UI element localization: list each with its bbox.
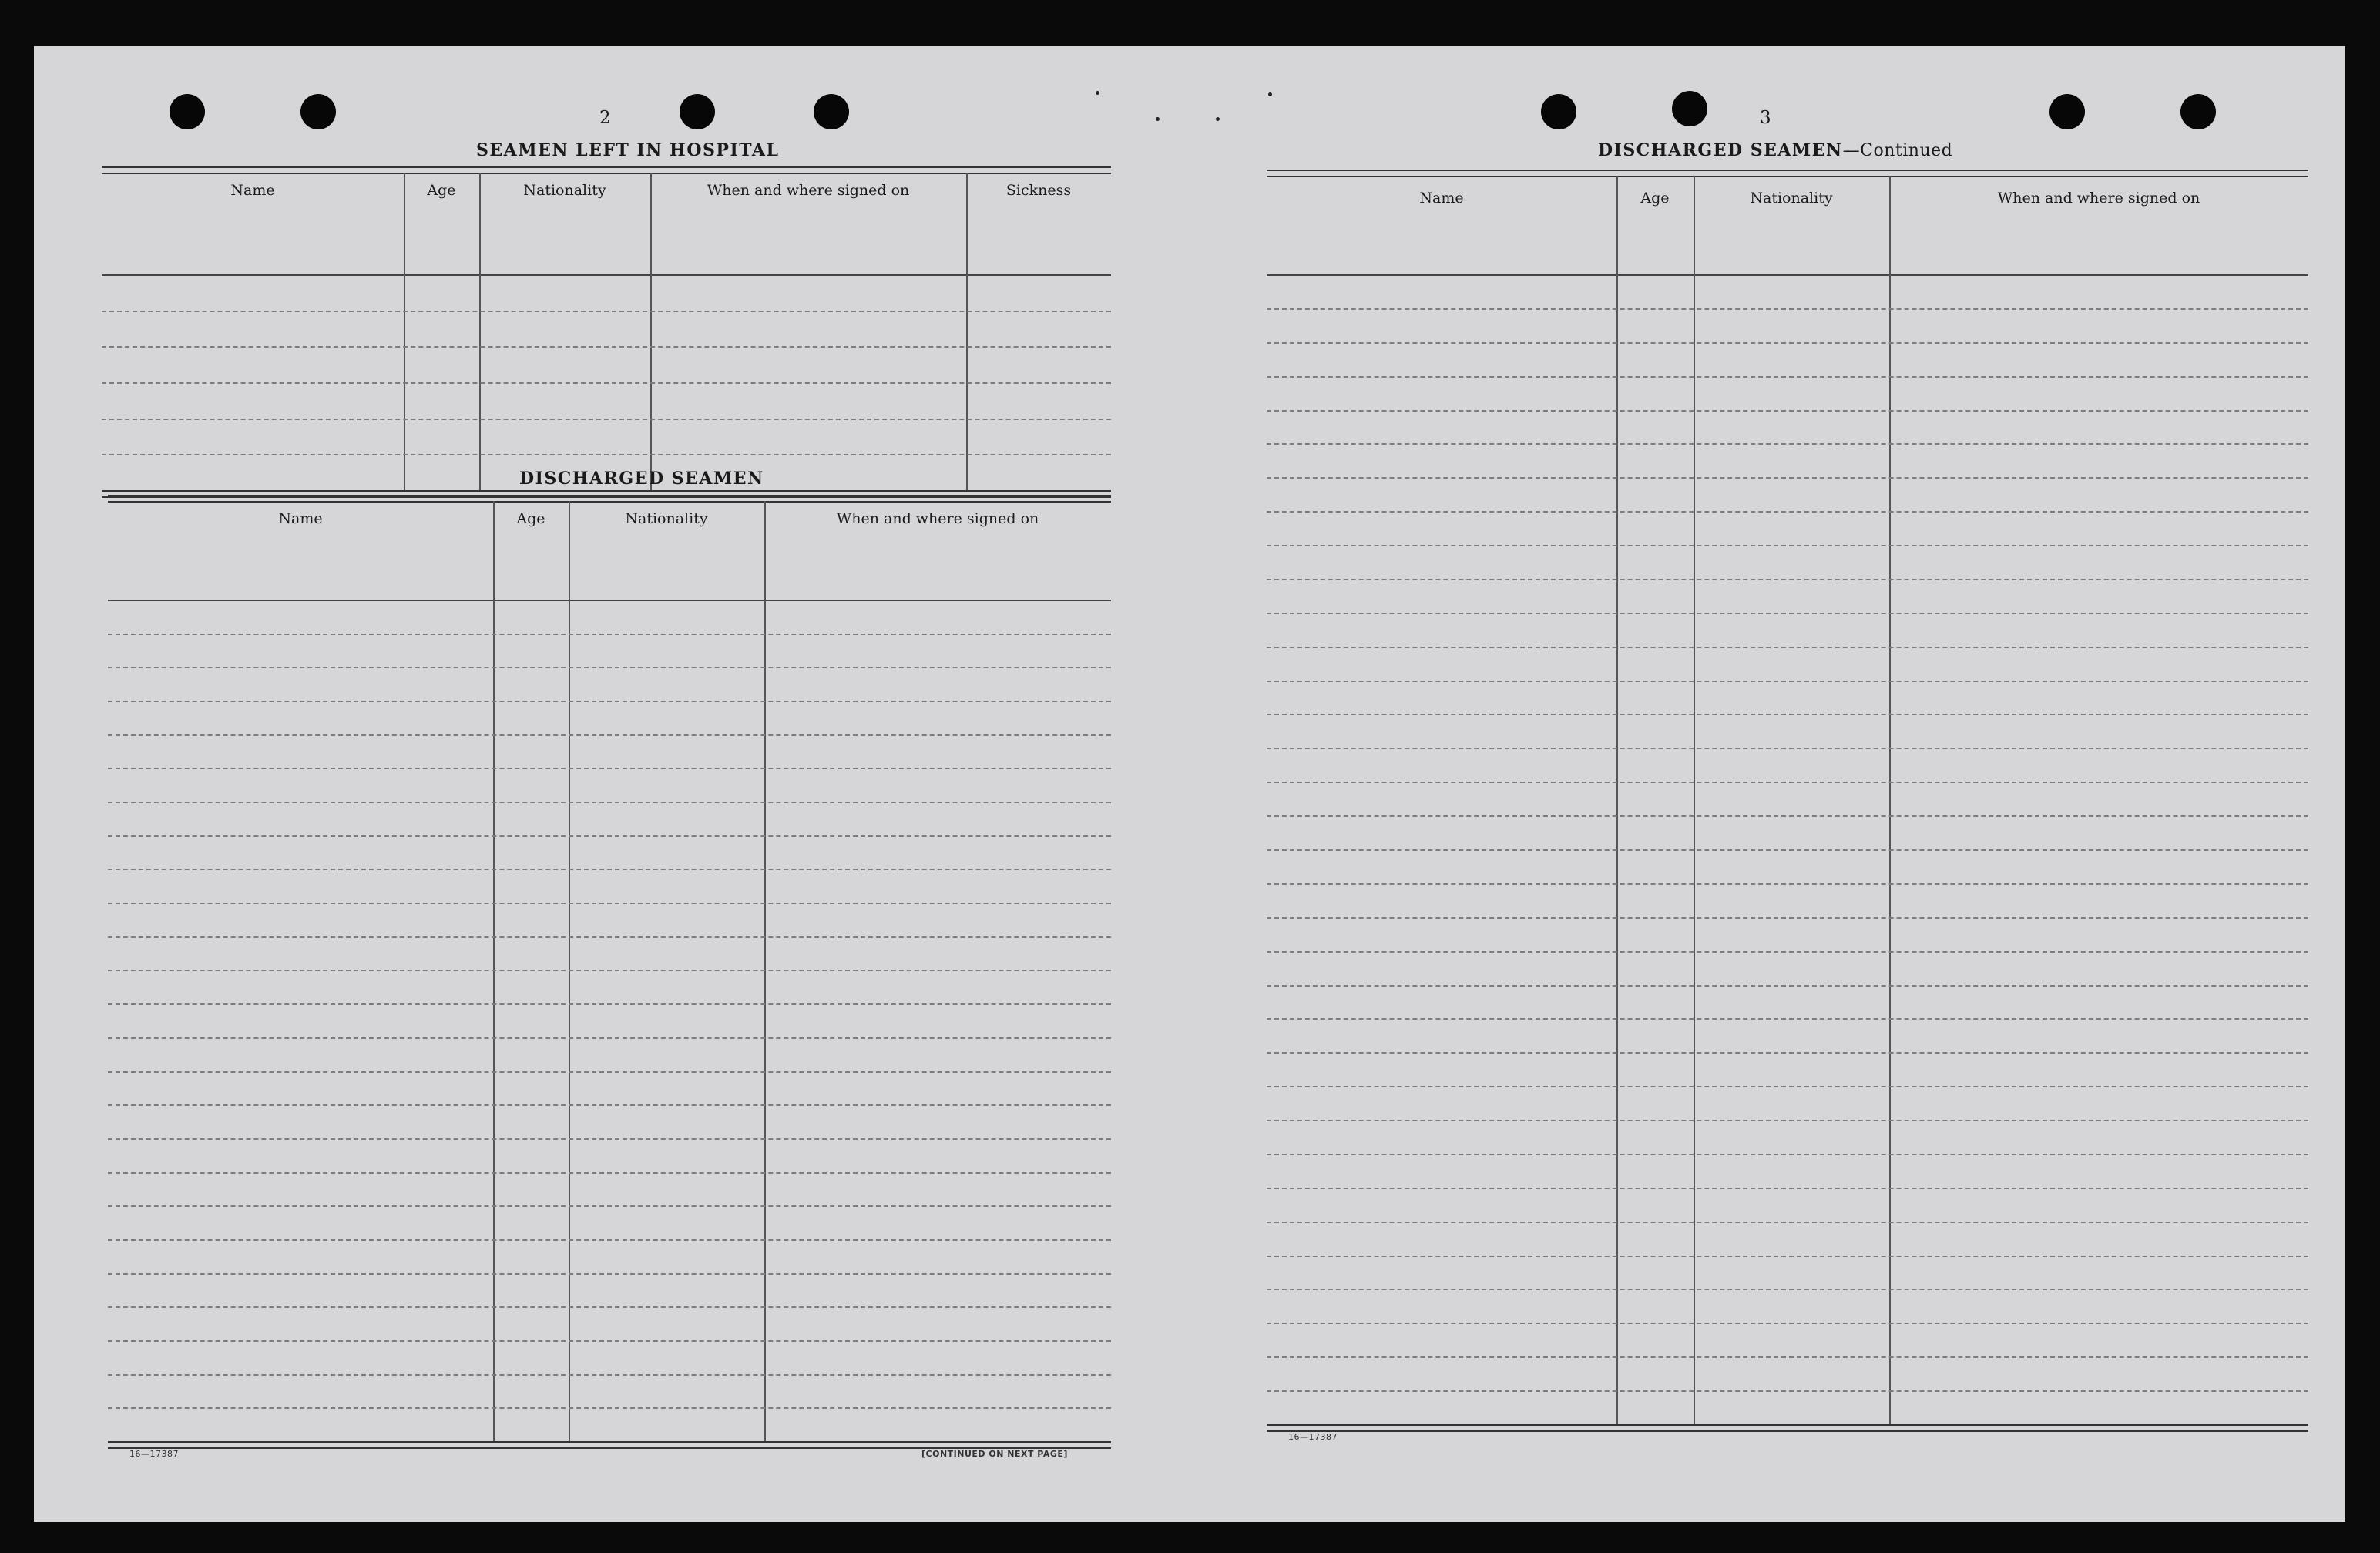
row-rule <box>1267 815 2308 817</box>
row-rule <box>108 970 1111 971</box>
row-rule <box>1267 579 2308 580</box>
row-rule <box>108 936 1111 938</box>
row-rule <box>1267 917 2308 919</box>
row-rule <box>108 903 1111 904</box>
table-bottom-rule <box>1267 1424 2308 1432</box>
row-rule <box>108 1340 1111 1342</box>
page-number-right: 3 <box>1760 108 1771 128</box>
row-rule <box>102 382 1111 384</box>
discharged-table <box>108 495 1111 1483</box>
row-rule <box>108 869 1111 870</box>
row-rule <box>102 419 1111 420</box>
ink-speck <box>1156 117 1160 121</box>
row-rule <box>1267 410 2308 412</box>
punch-hole <box>2049 94 2085 129</box>
column-divider <box>404 173 405 490</box>
continued-suffix: —Continued <box>1842 141 1953 160</box>
column-divider <box>1616 176 1618 1424</box>
row-rule <box>108 667 1111 668</box>
row-rule <box>108 1037 1111 1039</box>
form-number-right: 16—17387 <box>1288 1432 1338 1442</box>
table-top-rule <box>108 495 1111 503</box>
row-rule <box>1267 714 2308 715</box>
row-rule <box>1267 1086 2308 1087</box>
column-divider <box>764 501 766 1441</box>
row-rule <box>1267 1390 2308 1392</box>
row-rule <box>108 1273 1111 1275</box>
row-rule <box>102 346 1111 348</box>
column-divider <box>650 173 652 490</box>
row-rule <box>1267 477 2308 479</box>
row-rule <box>1267 1052 2308 1054</box>
header-rule <box>102 274 1111 276</box>
row-rule <box>1267 1323 2308 1324</box>
header-rule <box>108 600 1111 601</box>
form-sheet <box>34 46 2345 1522</box>
row-rule <box>1267 545 2308 546</box>
row-rule <box>1267 985 2308 987</box>
row-rule <box>1267 748 2308 749</box>
punch-hole <box>1672 91 1707 126</box>
row-rule <box>108 1374 1111 1376</box>
row-rule <box>108 768 1111 769</box>
ink-speck <box>1096 91 1099 95</box>
row-rule <box>1267 681 2308 682</box>
row-rule <box>1267 1222 2308 1223</box>
row-rule <box>108 1306 1111 1308</box>
discharged-continued-title-main: DISCHARGED SEAMEN <box>1598 140 1843 160</box>
form-number-left: 16—17387 <box>129 1449 179 1459</box>
table-top-rule <box>102 166 1111 174</box>
row-rule <box>108 1104 1111 1106</box>
row-rule <box>1267 1154 2308 1155</box>
column-divider <box>479 173 481 490</box>
column-header: Sickness <box>1005 182 1072 199</box>
column-divider <box>1889 176 1891 1424</box>
ink-speck <box>1268 92 1272 96</box>
column-divider <box>966 173 968 490</box>
column-header: Nationality <box>625 510 708 527</box>
row-rule <box>108 1205 1111 1207</box>
column-header: Age <box>427 182 456 199</box>
row-rule <box>108 1239 1111 1241</box>
row-rule <box>1267 647 2308 648</box>
row-rule <box>1267 376 2308 378</box>
punch-hole <box>814 94 849 129</box>
page-number-left: 2 <box>599 108 611 128</box>
row-rule <box>1267 1120 2308 1121</box>
row-rule <box>1267 1256 2308 1257</box>
column-header: When and where signed on <box>707 182 910 199</box>
row-rule <box>108 835 1111 837</box>
column-header: When and where signed on <box>836 510 1039 527</box>
column-divider <box>493 501 495 1441</box>
column-header: Name <box>278 510 323 527</box>
header-rule <box>1267 274 2308 276</box>
punch-hole <box>2180 94 2216 129</box>
row-rule <box>108 1003 1111 1005</box>
row-rule <box>108 1138 1111 1140</box>
punch-hole <box>300 94 336 129</box>
row-rule <box>108 734 1111 736</box>
table-top-rule <box>1267 170 2308 177</box>
column-header: When and where signed on <box>1997 190 2200 207</box>
row-rule <box>108 634 1111 635</box>
column-header: Nationality <box>1750 190 1833 207</box>
column-divider <box>1694 176 1695 1424</box>
row-rule <box>1267 443 2308 445</box>
column-header: Name <box>1419 190 1464 207</box>
continued-note: [CONTINUED ON NEXT PAGE] <box>921 1449 1068 1459</box>
punch-hole <box>170 94 205 129</box>
row-rule <box>108 802 1111 803</box>
row-rule <box>108 1407 1111 1409</box>
row-rule <box>1267 849 2308 851</box>
row-rule <box>102 454 1111 455</box>
table-bottom-rule <box>108 1441 1111 1449</box>
row-rule <box>1267 1188 2308 1189</box>
punch-hole <box>680 94 715 129</box>
row-rule <box>1267 1356 2308 1358</box>
column-header: Nationality <box>523 182 606 199</box>
row-rule <box>1267 308 2308 310</box>
row-rule <box>1267 1018 2308 1020</box>
column-header: Name <box>230 182 275 199</box>
row-rule <box>1267 342 2308 344</box>
row-rule <box>108 701 1111 702</box>
row-rule <box>108 1071 1111 1073</box>
column-header: Age <box>516 510 545 527</box>
punch-hole <box>1541 94 1576 129</box>
row-rule <box>102 311 1111 312</box>
row-rule <box>108 1172 1111 1174</box>
row-rule <box>1267 511 2308 513</box>
column-divider <box>569 501 570 1441</box>
row-rule <box>1267 951 2308 953</box>
ink-speck <box>1216 117 1220 121</box>
column-header: Age <box>1640 190 1670 207</box>
hospital-table <box>102 166 1111 495</box>
row-rule <box>1267 613 2308 614</box>
row-rule <box>1267 782 2308 783</box>
hospital-section-title: SEAMEN LEFT IN HOSPITAL <box>476 140 780 160</box>
row-rule <box>1267 883 2308 885</box>
row-rule <box>1267 1289 2308 1290</box>
discharged-continued-title <box>1598 140 1952 160</box>
discharged-continued-table <box>1267 170 2308 1474</box>
discharged-section-title: DISCHARGED SEAMEN <box>519 469 764 489</box>
